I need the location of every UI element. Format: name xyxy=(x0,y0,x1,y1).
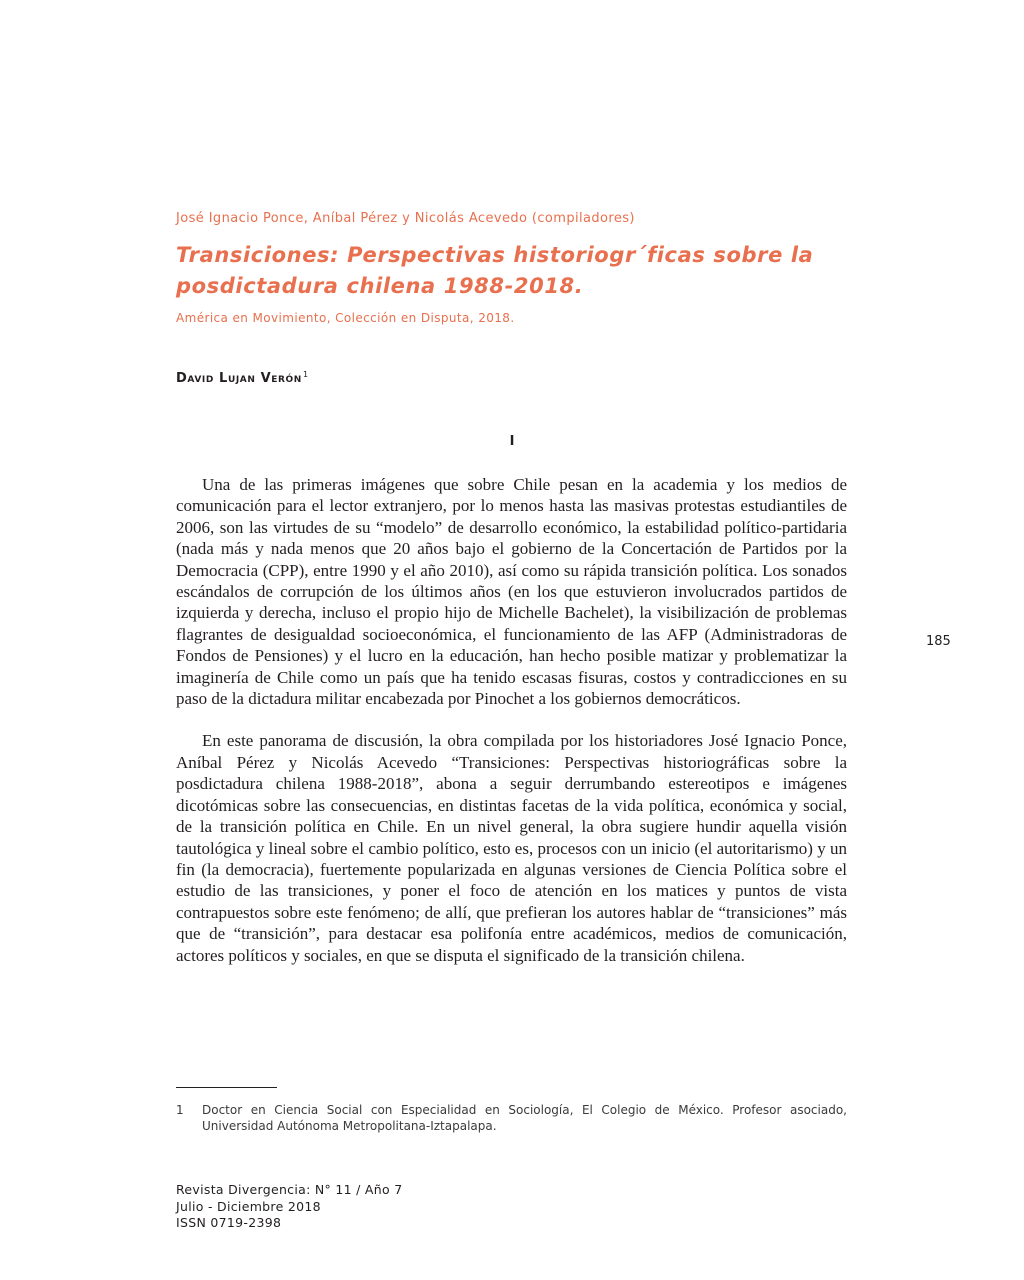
journal-info xyxy=(176,1182,402,1232)
body-text xyxy=(176,474,847,987)
book-title-line-2: posdictadura chilena 1988-2018. xyxy=(176,274,584,298)
reviewer-name xyxy=(176,370,309,386)
journal-issue: Revista Divergencia: N° 11 / Año 7 xyxy=(176,1182,403,1197)
reviewer-name-text: David Lujan Verón xyxy=(176,371,302,386)
footnote-reference[interactable]: 1 xyxy=(302,370,309,379)
footnote-number: 1 xyxy=(176,1103,184,1117)
paragraph-2: En este panorama de discusión, la obra compilada por los historiadores José Ignacio Ponce, Aníbal Pérez y Nicolás Acevedo “Transiciones: Perspectivas historiográficas sobre la posdictadura chilena 1988-2018”, abona a seguir derrumbando estereotipos e imágenes dicotómicas sobre las consecuencias, en distintas facetas de la vida política, económica y social, de la transición política en Chile. En un nivel general, la obra sugiere hundir aquella visión tautológica y lineal sobre el cambio político, esto es, procesos con un inicio (el autoritarismo) y un fin (la democracia), fuertemente popularizada en algunas versiones de Ciencia Política sobre el estudio de las transiciones, y poner el foco de atención en los matices y puntos de vista contrapuestos sobre este fenómeno; de allí, que prefieran los autores hablar de “transiciones” más que de “transición”, para destacar esa polifonía entre académicos, medios de comunicación, actores políticos y sociales, en que se disputa el significado de la transición chilena. xyxy=(176,731,847,965)
page-number: 185 xyxy=(926,634,951,649)
footnote-divider xyxy=(176,1087,277,1088)
journal-period: Julio - Diciembre 2018 xyxy=(176,1198,321,1214)
journal-issn: ISSN 0719-2398 xyxy=(176,1215,282,1230)
footnote-text: Doctor en Ciencia Social con Especialidad en Sociología, El Colegio de México. Profesor asociado, Universidad Autónoma Metropolitana-Iztapalapa. xyxy=(202,1103,847,1133)
book-title xyxy=(176,240,826,302)
section-numeral: I xyxy=(509,434,515,449)
book-title-line-1: Transiciones: Perspectivas historiogr´ficas sobre la xyxy=(176,243,814,267)
paragraph-1: Una de las primeras imágenes que sobre Chile pesan en la academia y los medios de comunicación para el lector extranjero, por lo menos hasta las masivas protestas estudiantiles de 2006, son las virtudes de su “modelo” de desarrollo económico, la estabilidad político-partidaria (nada más y nada menos que 20 años bajo el gobierno de la Concertación de Partidos por la Democracia (CPP), entre 1990 y el año 2010), así como su rápida transición política. Los sonados escándalos de corrupción de los últimos años (en los que estuvieron involucrados partidos de izquierda y derecha, incluso el propio hijo de Michelle Bachelet), la visibilización de problemas flagrantes de desigualdad socioeconómica, el funcionamiento de las AFP (Administradoras de Fondos de Pensiones) y el lucro en la educación, han hecho posible matizar y problematizar la imaginería de Chile como un país que ha tenido escasas fisuras, costos y contradicciones en su paso de la dictadura militar encabezada por Pinochet a los gobiernos democráticos. xyxy=(176,475,847,709)
footnote xyxy=(176,1102,847,1134)
book-authors: José Ignacio Ponce, Aníbal Pérez y Nicolás Acevedo (compiladores) xyxy=(176,211,635,226)
book-publisher: América en Movimiento, Colección en Disputa, 2018. xyxy=(176,311,515,325)
